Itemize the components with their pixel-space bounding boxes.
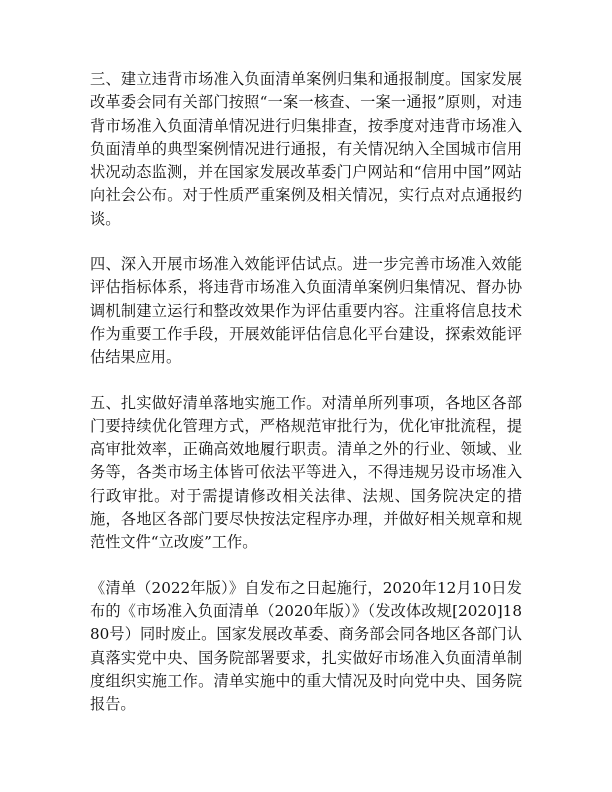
paragraph-closing: 《清单（2022年版）》自发布之日起施行，2020年12月10日发布的《市场准入负面清单（2020年版）》（发改体改规[2020]1880号）同时废止。国家发展改革委、商务部会同各地区各部门认真落实党中央、国务院部署要求，扎实做好市场准入负面清单制度组织实施工作。清单实施中的重大情况及时向党中央、国务院报告。 xyxy=(90,578,522,714)
paragraph-section-four: 四、深入开展市场准入效能评估试点。进一步完善市场准入效能评估指标体系，将违背市场准入负面清单案例归集情况、督办协调机制建立运行和整改效果作为评估重要内容。注重将信息技术作为重要工作手段，开展效能评估信息化平台建设，探索效能评估结果应用。 xyxy=(90,255,522,367)
paragraph-section-five: 五、扎实做好清单落地实施工作。对清单所列事项，各地区各部门要持续优化管理方式，严格规范审批行为，优化审批流程，提高审批效率，正确高效地履行职责。清单之外的行业、领域、业务等，各类市场主体皆可依法平等进入，不得违规另设市场准入行政审批。对于需提请修改相关法律、法规、国务院决定的措施，各地区各部门要尽快按法定程序办理，并做好相关规章和规范性文件“立改废”工作。 xyxy=(90,393,522,552)
document-page xyxy=(90,68,522,716)
paragraph-section-three: 三、建立违背市场准入负面清单案例归集和通报制度。国家发展改革委会同有关部门按照“一案一核查、一案一通报”原则，对违背市场准入负面清单情况进行归集排查，按季度对违背市场准入负面清单的典型案例情况进行通报，有关情况纳入全国城市信用状况动态监测，并在国家发展改革委门户网站和“信用中国”网站向社会公布。对于性质严重案例及相关情况，实行点对点通报约谈。 xyxy=(90,70,522,228)
